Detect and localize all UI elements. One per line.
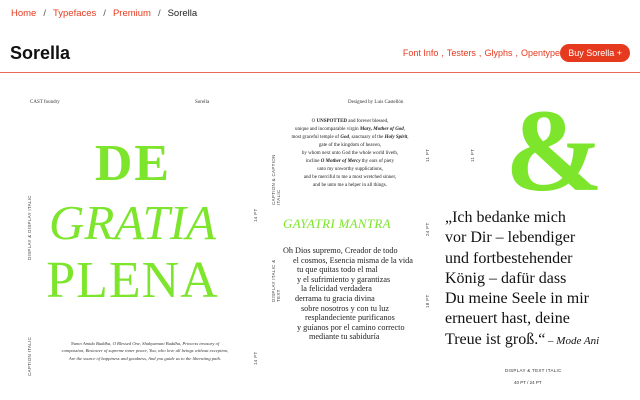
prayer-paragraph <box>280 118 420 190</box>
mantra-line: y guíanos por el camino correcto <box>297 322 405 332</box>
prayer-line <box>280 158 420 166</box>
german-quote <box>445 208 635 351</box>
vertical-label-pt: 11 PT <box>425 148 430 162</box>
breadcrumb-premium-link[interactable]: Premium <box>112 8 151 19</box>
prayer-text: by whom next unto God the whole world liveth, <box>301 151 399 156</box>
prayer-line <box>280 118 420 126</box>
prayer-text: and be merciful to me a most wretched sinner, <box>303 175 397 180</box>
prayer-text: unique and incomparable virgin <box>294 127 360 132</box>
label-display-text-italic: DISPLAY & TEXT ITALIC <box>505 368 562 373</box>
german-quote-line <box>445 269 635 289</box>
mantra-line: sobre nosotros y con tu luz <box>301 303 390 313</box>
prayer-text: gate of the kingdom of heaven, <box>318 143 382 148</box>
prayer-emphasis: Holy Spirit <box>384 135 408 140</box>
prayer-emphasis: UNSPOTTED <box>316 119 348 124</box>
prayer-line <box>280 126 420 134</box>
vertical-label-pt: 11 PT <box>470 148 475 162</box>
german-quote-line <box>445 228 635 248</box>
german-quote-text: Treue ist groß.“ <box>445 330 546 348</box>
german-quote-text: König – dafür dass <box>445 269 567 287</box>
prayer-text: incline <box>305 159 321 164</box>
breadcrumb <box>11 8 197 19</box>
prayer-line <box>280 150 420 158</box>
nav-comma: , <box>478 48 482 58</box>
prayer-emphasis: Mary, Mother of God <box>359 127 404 132</box>
german-quote-line <box>445 309 635 329</box>
breadcrumb-current: Sorella <box>167 8 198 19</box>
label-point-sizes: 40 PT / 24 PT <box>514 380 542 385</box>
buy-button-label: Buy Sorella + <box>568 48 622 58</box>
vertical-label-pt: 14 PT <box>253 208 258 222</box>
foundry-label: CAST foundry <box>30 100 60 105</box>
nav-testers-link[interactable]: Testers <box>446 48 476 58</box>
prayer-text: and be unto me a helper in all things. <box>312 183 387 188</box>
mantra-line: resplandeciente purificanos <box>305 313 395 323</box>
caption-paragraph: Namo Amida Buddha, O Blessed One, Shakyamuni Buddha, Princess treasury of compassion, Bestower of supreme inner peace, You, who love all beings without exception, Are the source of happiness and goodness, And you guide us to the liberating path. <box>61 341 229 361</box>
page-title: Sorella <box>10 43 71 63</box>
mantra-paragraph <box>283 246 428 342</box>
vertical-label-caption: CAPTION & CAPTION ITALIC <box>271 154 281 205</box>
prayer-emphasis: O Mother of Mercy <box>320 159 361 164</box>
vertical-label-pt: 18 PT <box>425 294 430 308</box>
prayer-text: most graceful temple of <box>291 135 341 140</box>
prayer-line <box>280 142 420 150</box>
german-quote-text: vor Dir – lebendiger <box>445 229 576 247</box>
buy-button[interactable] <box>560 44 630 62</box>
nav-font-info-link[interactable]: Font Info <box>402 48 439 58</box>
breadcrumb-home-link[interactable]: Home <box>11 8 37 19</box>
german-quote-text: erneuert hast, deine <box>445 310 570 328</box>
mantra-line: el cosmos, Esencia misma de la vida <box>293 255 413 265</box>
vertical-label-pt: 14 PT <box>253 351 258 365</box>
prayer-line <box>280 174 420 182</box>
german-quote-line <box>445 289 635 309</box>
german-quote-text: „Ich bedanke mich <box>445 209 566 226</box>
prayer-line <box>280 134 420 142</box>
mantra-line: tu que quitas todo el mal <box>297 265 378 275</box>
nav-comma: , <box>441 48 444 58</box>
german-quote-line <box>445 330 635 351</box>
german-quote-line <box>445 208 635 228</box>
nav-comma: , <box>515 48 518 58</box>
german-quote-attribution: – Mode Ani <box>545 334 600 347</box>
mantra-title: GAYATRI MANTRA <box>283 216 391 231</box>
specimen-big-line-3: PLENA <box>46 252 219 309</box>
prayer-emphasis: God <box>340 135 349 140</box>
prayer-text: and forever blessed, <box>347 119 389 124</box>
prayer-line <box>280 182 420 190</box>
prayer-text: O <box>311 119 317 124</box>
german-quote-text: und fortbestehender <box>445 249 573 267</box>
mantra-line: la felicidad verdadera <box>301 284 372 294</box>
breadcrumb-separator: / <box>103 8 106 19</box>
breadcrumb-separator: / <box>43 8 46 19</box>
prayer-text: , <box>407 135 409 140</box>
mantra-line: Oh Dios supremo, Creador de todo <box>283 246 398 255</box>
nav-opentype-link[interactable]: Opentype <box>520 48 560 58</box>
font-name-label: Sorella <box>195 100 210 105</box>
section-nav <box>403 48 560 58</box>
prayer-text: , <box>403 127 406 132</box>
mantra-line: y el sufrimiento y garantizas <box>297 274 391 284</box>
mantra-line: mediante tu sabiduría <box>309 332 380 342</box>
german-quote-line <box>445 249 635 269</box>
prayer-text: unto my unworthy supplications, <box>317 167 383 172</box>
vertical-label-caption-italic: CAPTION ITALIC <box>27 336 32 376</box>
prayer-text: , sanctuary of the <box>348 135 385 140</box>
vertical-label-pt: 24 PT <box>425 222 430 236</box>
german-quote-text: Du meine Seele in mir <box>445 290 589 308</box>
prayer-text: thy ears of piety <box>360 159 395 164</box>
ampersand-glyph: & <box>505 85 604 216</box>
vertical-label-display-text: DISPLAY ITALIC & TEXT <box>271 259 281 302</box>
header-divider <box>0 72 640 73</box>
nav-glyphs-link[interactable]: Glyphs <box>484 48 513 58</box>
vertical-label-display: DISPLAY & DISPLAY ITALIC <box>27 195 32 260</box>
breadcrumb-typefaces-link[interactable]: Typefaces <box>52 8 97 19</box>
specimen-big-line-2: GRATIA <box>49 195 216 250</box>
breadcrumb-separator: / <box>157 8 161 19</box>
mantra-line: derrama tu gracia divina <box>295 293 375 303</box>
prayer-line <box>280 166 420 174</box>
specimen-big-line-1: DE <box>94 135 172 192</box>
designer-label: Designed by Luis Castellón <box>348 100 404 105</box>
